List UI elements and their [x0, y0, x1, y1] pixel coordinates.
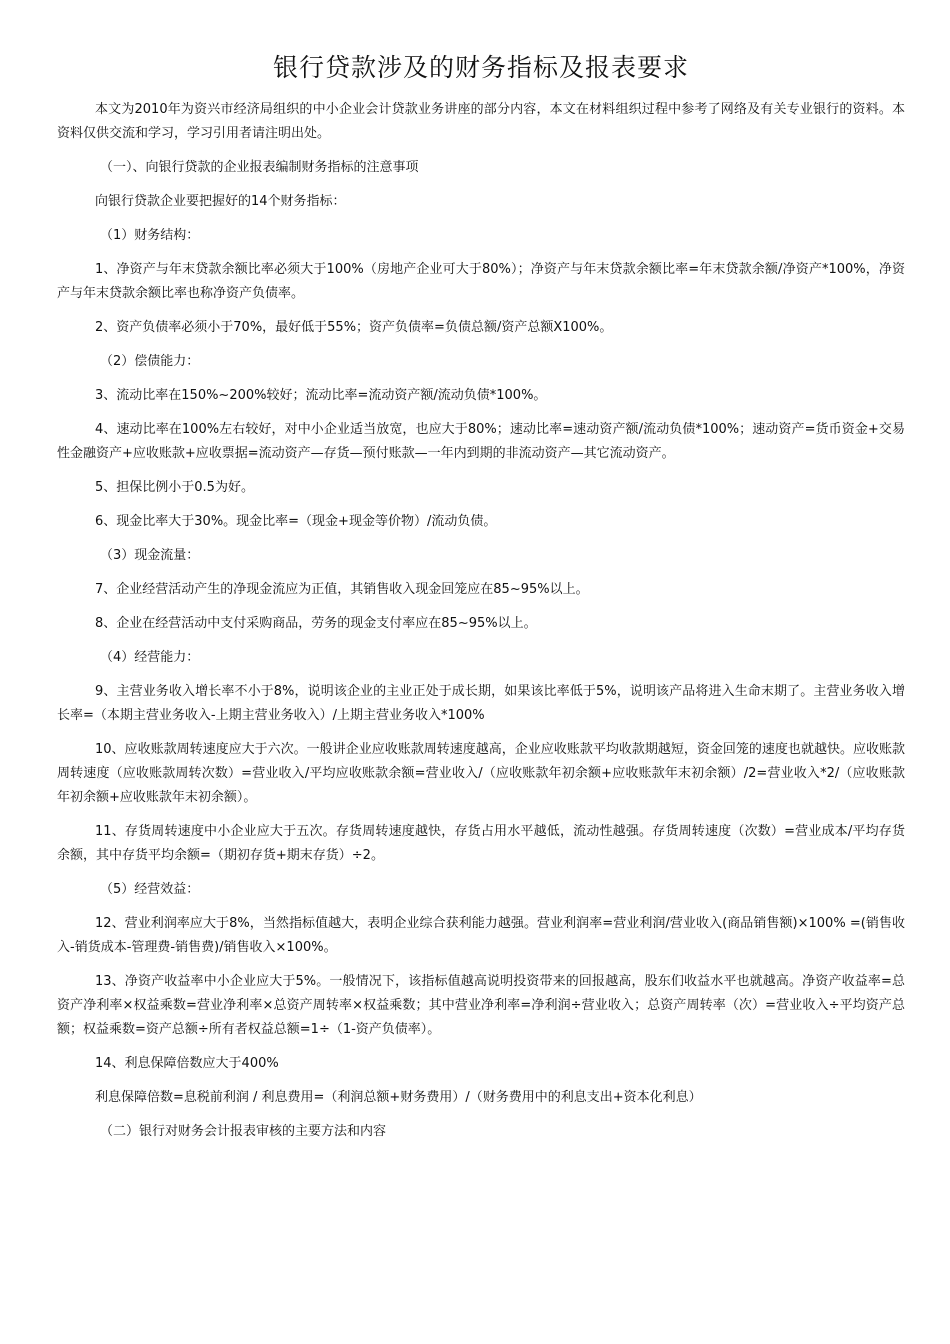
subsection-heading: （1）财务结构：: [100, 228, 200, 243]
paragraph: 9、主营业务收入增长率不小于8%，说明该企业的主业正处于成长期，如果该比率低于5%，说明该产品将进入生命末期了。主营业务收入增长率=（本期主营业务收入-上期主营业务收入）/上期主营业务收入*100%: [57, 684, 905, 723]
paragraph: 11、存货周转速度中小企业应大于五次。存货周转速度越快，存货占用水平越低，流动性越强。存货周转速度（次数）=营业成本/平均存货余额，其中存货平均余额=（期初存货+期末存货）÷2。: [57, 824, 905, 863]
section-heading-2: （二）银行对财务会计报表审核的主要方法和内容: [100, 1124, 387, 1139]
paragraph: 4、速动比率在100%左右较好，对中小企业适当放宽，也应大于80%；速动比率=速动资产额/流动负债*100%；速动资产=货币资金+交易性金融资产+应收账款+应收票据=流动资产—存货—预付账款—一年内到期的非流动资产—其它流动资产。: [57, 422, 905, 461]
paragraph: 利息保障倍数=息税前利润 / 利息费用=（利润总额+财务费用）/（财务费用中的利息支出+资本化利息）: [95, 1090, 702, 1105]
paragraph: 7、企业经营活动产生的净现金流应为正值，其销售收入现金回笼应在85~95%以上。: [95, 582, 589, 597]
subsection-heading: （2）偿债能力：: [100, 354, 200, 369]
paragraph: 2、资产负债率必须小于70%，最好低于55%；资产负债率=负债总额/资产总额X100%。: [95, 320, 613, 335]
paragraph: 8、企业在经营活动中支付采购商品，劳务的现金支付率应在85~95%以上。: [95, 616, 537, 631]
paragraph: 向银行贷款企业要把握好的14个财务指标：: [95, 194, 346, 209]
paragraph: 10、应收账款周转速度应大于六次。一般讲企业应收账款周转速度越高，企业应收账款平均收款期越短，资金回笼的速度也就越快。应收账款周转速度（应收账款周转次数）=营业收入/平均应收账款余额=营业收入/（应收账款年初余额+应收账款年末初余额）/2=营业收入*2/（应收账款年初余额+应收账款年末初余额）。: [57, 742, 905, 805]
subsection-heading: （3）现金流量：: [100, 548, 200, 563]
paragraph: 13、净资产收益率中小企业应大于5%。一般情况下，该指标值越高说明投资带来的回报越高，股东们收益水平也就越高。净资产收益率=总资产净利率×权益乘数=营业净利率×总资产周转率×权益乘数；其中营业净利率=净利润÷营业收入；总资产周转率（次）=营业收入÷平均资产总额；权益乘数=资产总额÷所有者权益总额=1÷（1-资产负债率）。: [57, 974, 905, 1037]
paragraph: 14、利息保障倍数应大于400%: [95, 1056, 279, 1071]
paragraph: 6、现金比率大于30%。现金比率=（现金+现金等价物）/流动负债。: [95, 514, 497, 529]
intro-paragraph: 本文为2010年为资兴市经济局组织的中小企业会计贷款业务讲座的部分内容，本文在材料组织过程中参考了网络及有关专业银行的资料。本资料仅供交流和学习，学习引用者请注明出处。: [57, 102, 905, 141]
paragraph: 3、流动比率在150%~200%较好；流动比率=流动资产额/流动负债*100%。: [95, 388, 547, 403]
section-heading-1: （一）、向银行贷款的企业报表编制财务指标的注意事项: [100, 160, 419, 175]
paragraph: 1、净资产与年末贷款余额比率必须大于100%（房地产企业可大于80%）；净资产与年末贷款余额比率=年末贷款余额/净资产*100%，净资产与年末贷款余额比率也称净资产负债率。: [57, 262, 905, 301]
document-page: [57, 52, 905, 1154]
paragraph: 5、担保比例小于0.5为好。: [95, 480, 254, 495]
subsection-heading: （4）经营能力：: [100, 650, 200, 665]
subsection-heading: （5）经营效益：: [100, 882, 200, 897]
document-title: 银行贷款涉及的财务指标及报表要求: [272, 53, 689, 82]
paragraph: 12、营业利润率应大于8%，当然指标值越大，表明企业综合获利能力越强。营业利润率=营业利润/营业收入(商品销售额)×100% =(销售收入-销货成本-管理费-销售费)/销售收入×100%。: [57, 916, 905, 955]
